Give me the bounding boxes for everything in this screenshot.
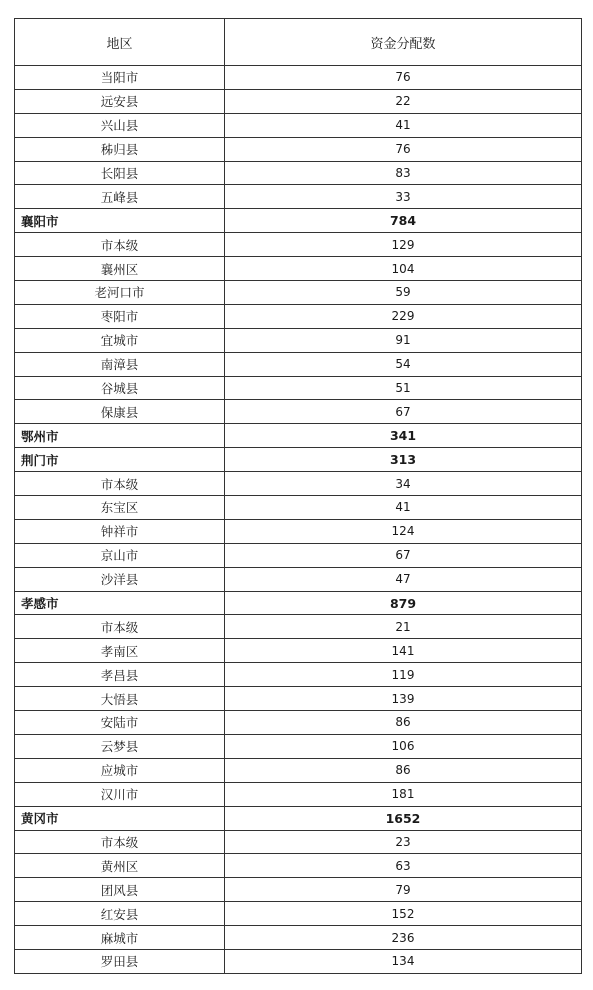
fund-value-cell: 313 — [225, 448, 582, 472]
fund-value-cell: 47 — [225, 567, 582, 591]
fund-value-cell: 33 — [225, 185, 582, 209]
region-name-cell: 麻城市 — [15, 926, 225, 950]
table-header — [15, 19, 582, 66]
fund-value-cell: 104 — [225, 257, 582, 281]
fund-value-cell: 119 — [225, 663, 582, 687]
table-row — [15, 543, 582, 567]
region-name-cell: 远安县 — [15, 89, 225, 113]
table-row — [15, 949, 582, 973]
fund-value-cell: 86 — [225, 711, 582, 735]
table-row — [15, 711, 582, 735]
region-name-cell: 五峰县 — [15, 185, 225, 209]
region-name-cell: 东宝区 — [15, 496, 225, 520]
table-row — [15, 734, 582, 758]
city-total-row — [15, 448, 582, 472]
city-total-row — [15, 591, 582, 615]
fund-value-cell: 139 — [225, 687, 582, 711]
table-row — [15, 137, 582, 161]
region-name-cell: 红安县 — [15, 902, 225, 926]
table-row — [15, 687, 582, 711]
region-name-cell: 市本级 — [15, 472, 225, 496]
table-row — [15, 615, 582, 639]
fund-value-cell: 141 — [225, 639, 582, 663]
table-row — [15, 328, 582, 352]
fund-value-cell: 34 — [225, 472, 582, 496]
region-name-cell: 团风县 — [15, 878, 225, 902]
region-name-cell: 南漳县 — [15, 352, 225, 376]
fund-value-cell: 124 — [225, 519, 582, 543]
fund-value-cell: 91 — [225, 328, 582, 352]
region-name-cell: 黄州区 — [15, 854, 225, 878]
region-name-cell: 孝感市 — [15, 591, 225, 615]
header-fund-amount: 资金分配数 — [225, 19, 582, 66]
table-row — [15, 902, 582, 926]
fund-value-cell: 83 — [225, 161, 582, 185]
table-body — [15, 66, 582, 974]
region-name-cell: 市本级 — [15, 615, 225, 639]
table-row — [15, 472, 582, 496]
table-row — [15, 663, 582, 687]
region-name-cell: 枣阳市 — [15, 304, 225, 328]
region-name-cell: 应城市 — [15, 758, 225, 782]
region-name-cell: 孝南区 — [15, 639, 225, 663]
table-row — [15, 567, 582, 591]
fund-value-cell: 79 — [225, 878, 582, 902]
region-name-cell: 保康县 — [15, 400, 225, 424]
fund-value-cell: 54 — [225, 352, 582, 376]
region-name-cell: 谷城县 — [15, 376, 225, 400]
region-name-cell: 钟祥市 — [15, 519, 225, 543]
table-row — [15, 376, 582, 400]
fund-value-cell: 106 — [225, 734, 582, 758]
city-total-row — [15, 806, 582, 830]
fund-value-cell: 76 — [225, 66, 582, 90]
region-name-cell: 荆门市 — [15, 448, 225, 472]
fund-value-cell: 129 — [225, 233, 582, 257]
fund-value-cell: 67 — [225, 400, 582, 424]
region-name-cell: 沙洋县 — [15, 567, 225, 591]
fund-value-cell: 22 — [225, 89, 582, 113]
table-row — [15, 926, 582, 950]
region-name-cell: 襄州区 — [15, 257, 225, 281]
fund-value-cell: 67 — [225, 543, 582, 567]
region-name-cell: 安陆市 — [15, 711, 225, 735]
region-name-cell: 老河口市 — [15, 281, 225, 305]
fund-allocation-table — [14, 18, 582, 974]
region-name-cell: 市本级 — [15, 830, 225, 854]
region-name-cell: 罗田县 — [15, 949, 225, 973]
region-name-cell: 京山市 — [15, 543, 225, 567]
table-row — [15, 233, 582, 257]
header-region: 地区 — [15, 19, 225, 66]
fund-value-cell: 879 — [225, 591, 582, 615]
table-row — [15, 758, 582, 782]
document-page — [14, 18, 581, 974]
table-row — [15, 352, 582, 376]
fund-value-cell: 41 — [225, 496, 582, 520]
table-row — [15, 639, 582, 663]
table-row — [15, 66, 582, 90]
region-name-cell: 宜城市 — [15, 328, 225, 352]
fund-value-cell: 86 — [225, 758, 582, 782]
table-row — [15, 782, 582, 806]
region-name-cell: 汉川市 — [15, 782, 225, 806]
table-row — [15, 400, 582, 424]
fund-value-cell: 152 — [225, 902, 582, 926]
fund-value-cell: 59 — [225, 281, 582, 305]
region-name-cell: 兴山县 — [15, 113, 225, 137]
table-row — [15, 496, 582, 520]
fund-value-cell: 21 — [225, 615, 582, 639]
table-row — [15, 878, 582, 902]
city-total-row — [15, 424, 582, 448]
fund-value-cell: 63 — [225, 854, 582, 878]
table-row — [15, 89, 582, 113]
region-name-cell: 孝昌县 — [15, 663, 225, 687]
fund-value-cell: 181 — [225, 782, 582, 806]
table-row — [15, 257, 582, 281]
region-name-cell: 黄冈市 — [15, 806, 225, 830]
region-name-cell: 长阳县 — [15, 161, 225, 185]
table-row — [15, 185, 582, 209]
fund-value-cell: 1652 — [225, 806, 582, 830]
table-row — [15, 519, 582, 543]
fund-value-cell: 51 — [225, 376, 582, 400]
city-total-row — [15, 209, 582, 233]
fund-value-cell: 41 — [225, 113, 582, 137]
fund-value-cell: 236 — [225, 926, 582, 950]
region-name-cell: 云梦县 — [15, 734, 225, 758]
fund-value-cell: 134 — [225, 949, 582, 973]
table-row — [15, 161, 582, 185]
fund-value-cell: 76 — [225, 137, 582, 161]
region-name-cell: 襄阳市 — [15, 209, 225, 233]
fund-value-cell: 23 — [225, 830, 582, 854]
fund-value-cell: 341 — [225, 424, 582, 448]
region-name-cell: 大悟县 — [15, 687, 225, 711]
region-name-cell: 秭归县 — [15, 137, 225, 161]
table-row — [15, 113, 582, 137]
region-name-cell: 当阳市 — [15, 66, 225, 90]
table-row — [15, 304, 582, 328]
table-row — [15, 830, 582, 854]
table-row — [15, 854, 582, 878]
header-row — [15, 19, 582, 66]
region-name-cell: 市本级 — [15, 233, 225, 257]
table-row — [15, 281, 582, 305]
region-name-cell: 鄂州市 — [15, 424, 225, 448]
fund-value-cell: 229 — [225, 304, 582, 328]
fund-value-cell: 784 — [225, 209, 582, 233]
